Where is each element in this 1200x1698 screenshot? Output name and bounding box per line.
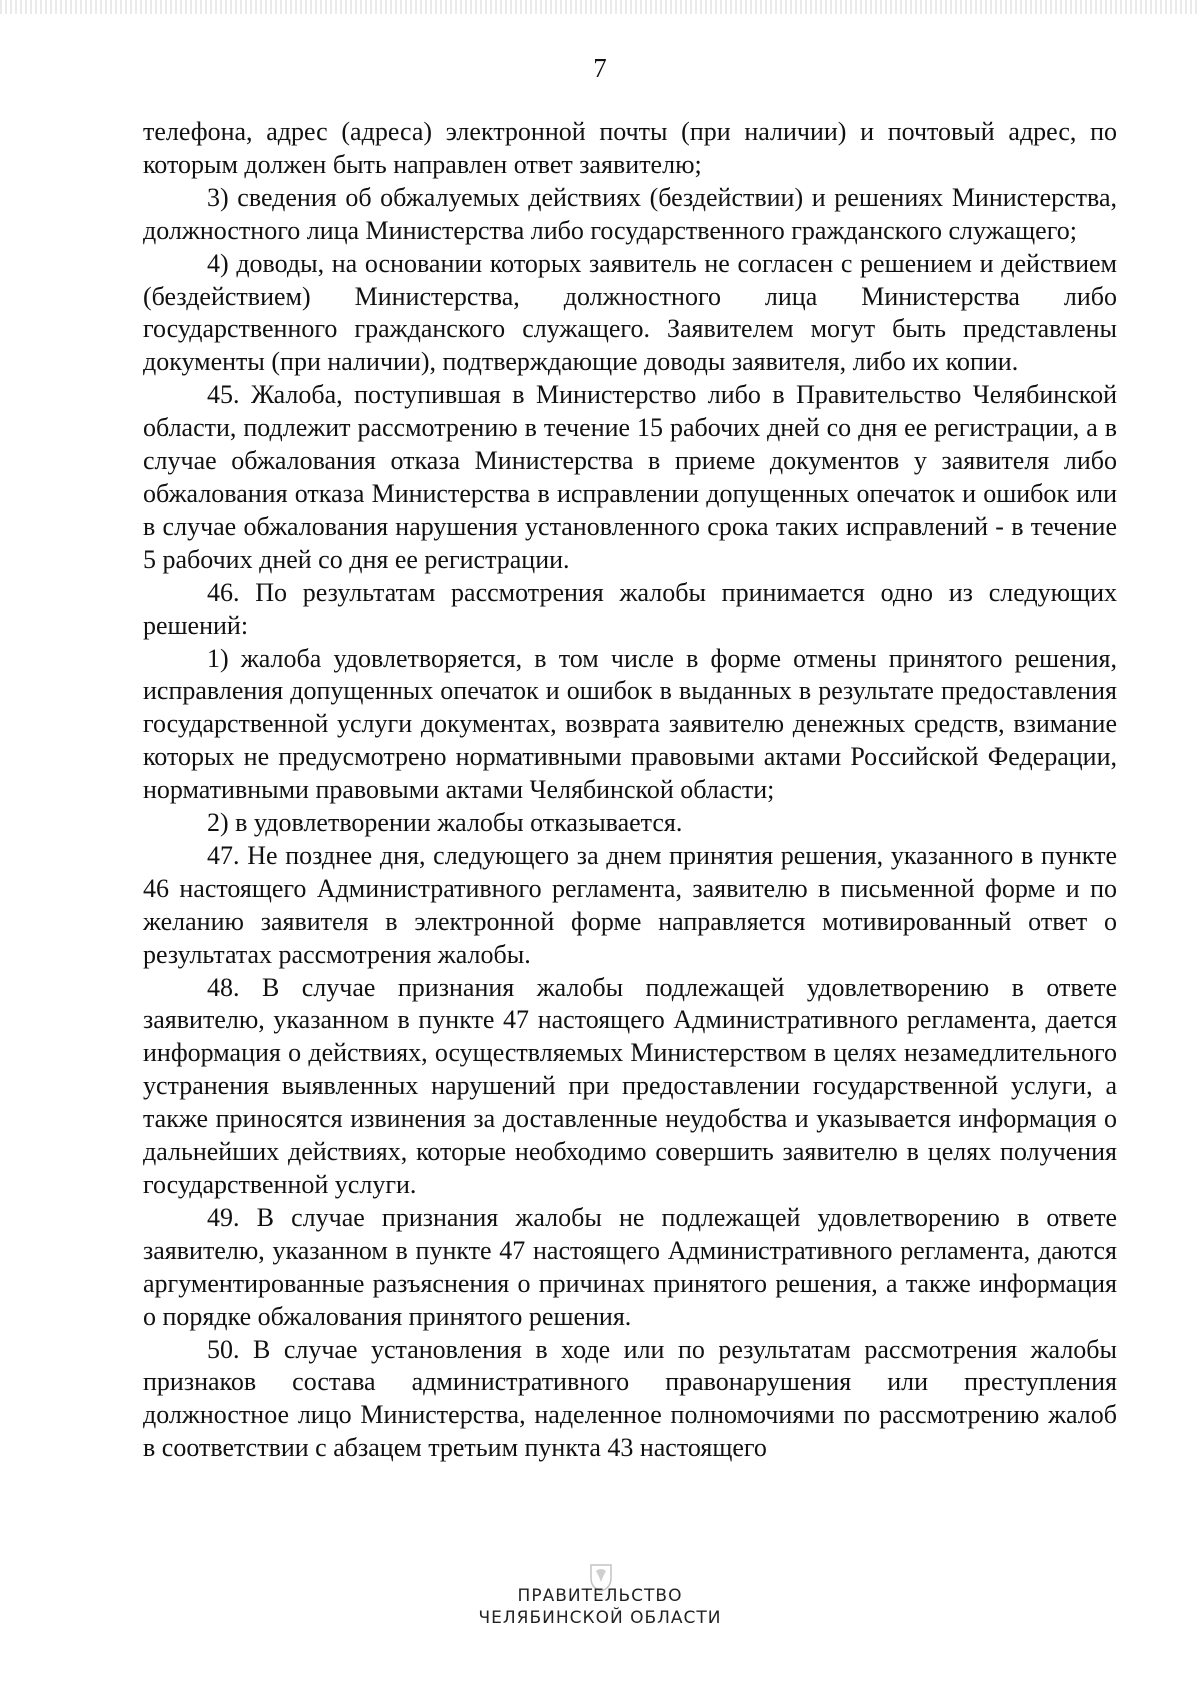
stamp-line-2: ЧЕЛЯБИНСКОЙ ОБЛАСТИ xyxy=(478,1608,722,1628)
document-body xyxy=(143,116,1117,1465)
stamp-line-1: ПРАВИТЕЛЬСТВО xyxy=(517,1586,683,1606)
paragraph-47: 47. Не позднее дня, следующего за днем принятия решения, указанного в пункте 46 настоящего Административного регламента, заявителю в письменной форме и по желанию заявителя в электронной форме направляется мотивированный ответ о результатах рассмотрения жалобы. xyxy=(143,840,1117,969)
paragraph-49: 49. В случае признания жалобы не подлежащей удовлетворению в ответе заявителю, указанном в пункте 47 настоящего Административного регламента, даются аргументированные разъяснения о причинах принятого решения, а также информация о порядке обжалования принятого решения. xyxy=(143,1202,1117,1331)
paragraph-50: 50. В случае установления в ходе или по результатам рассмотрения жалобы признаков состава административного правонарушения или преступления должностное лицо Министерства, наделенное полномочиями по рассмотрению жалоб в соответствии с абзацем третьим пункта 43 настоящего xyxy=(143,1334,1117,1463)
paragraph-46-item-2: 2) в удовлетворении жалобы отказывается. xyxy=(207,808,683,838)
scan-edge-noise xyxy=(0,0,1200,14)
paragraph-item-4: 4) доводы, на основании которых заявитель не согласен с решением и действием (бездействием) Министерства, должностного лица Министерства либо государственного гражданского служащего. Заявителем могут быть представлены документы (при наличии), подтверждающие доводы заявителя, либо их копии. xyxy=(143,248,1117,377)
paragraph-continuation: телефона, адрес (адреса) электронной почты (при наличии) и почтовый адрес, по которым должен быть направлен ответ заявителю; xyxy=(143,117,1117,179)
government-stamp xyxy=(0,1585,1200,1629)
paragraph-46-item-1: 1) жалоба удовлетворяется, в том числе в форме отмены принятого решения, исправления допущенных опечаток и ошибок в выданных в результате предоставления государственной услуги документах, возврата заявителю денежных средств, взимание которых не предусмотрено нормативными правовыми актами Российской Федерации, нормативными правовыми актами Челябинской области; xyxy=(143,643,1117,805)
paragraph-item-3: 3) сведения об обжалуемых действиях (бездействии) и решениях Министерства, должностного лица Министерства либо государственного гражданского служащего; xyxy=(143,182,1117,245)
paragraph-45: 45. Жалоба, поступившая в Министерство либо в Правительство Челябинской области, подлежит рассмотрению в течение 15 рабочих дней со дня ее регистрации, а в случае обжалования отказа Министерства в приеме документов у заявителя либо обжалования отказа Министерства в исправлении допущенных опечаток и ошибок или в случае обжалования нарушения установленного срока таких исправлений - в течение 5 рабочих дней со дня ее регистрации. xyxy=(143,380,1117,574)
paragraph-48: 48. В случае признания жалобы подлежащей удовлетворению в ответе заявителю, указанном в пункте 47 настоящего Административного регламента, дается информация о действиях, осуществляемых Министерством в целях незамедлительного устранения выявленных нарушений при предоставлении государственной услуги, а также приносятся извинения за доставленные неудобства и указывается информация о дальнейших действиях, которые необходимо совершить заявителю в целях получения государственной услуги. xyxy=(143,972,1117,1199)
page-number: 7 xyxy=(593,53,607,83)
paragraph-46: 46. По результатам рассмотрения жалобы принимается одно из следующих решений: xyxy=(143,577,1117,640)
